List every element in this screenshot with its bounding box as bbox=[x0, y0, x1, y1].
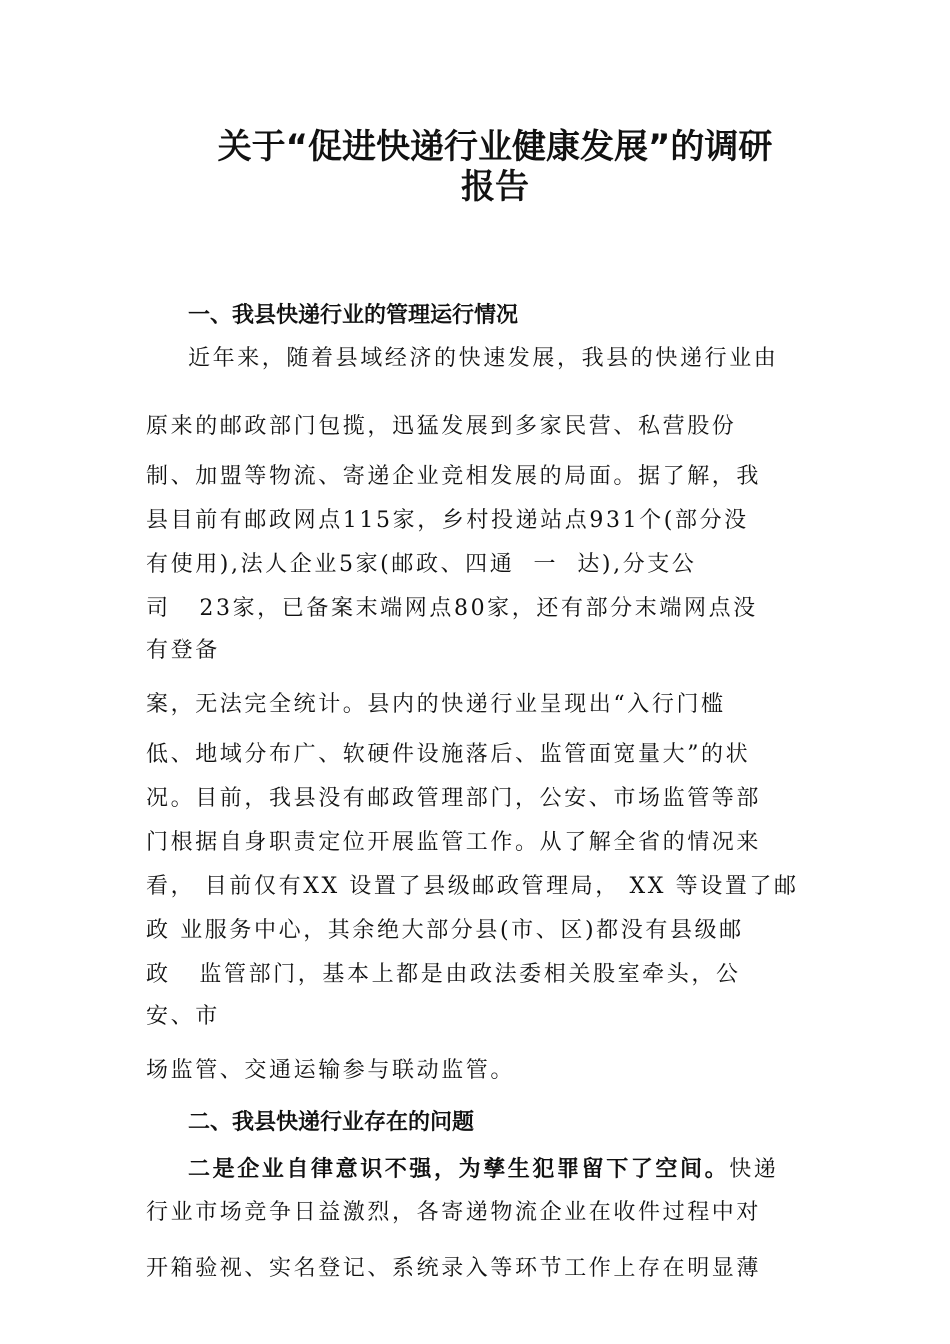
paragraph-line: 制、加盟等物流、寄递企业竞相发展的局面。据了解，我 bbox=[146, 464, 762, 489]
paragraph-line: 低、地域分布广、软硬件设施落后、监管面宽量大”的状 bbox=[146, 742, 751, 767]
paragraph-line: 行业市场竞争日益激烈，各寄递物流企业在收件过程中对 bbox=[146, 1200, 762, 1225]
paragraph-line: 门根据自身职责定位开展监管工作。从了解全省的情况来 bbox=[146, 830, 762, 855]
section-2-heading: 二、我县快递行业存在的问题 bbox=[188, 1110, 475, 1135]
paragraph-line: 政 业服务中心，其余绝大部分县(市、区)都没有县级邮 bbox=[146, 918, 744, 943]
paragraph-line: 开箱验视、实名登记、系统录入等环节工作上存在明显薄 bbox=[146, 1256, 762, 1281]
document-title-line-1: 关于“促进快递行业健康发展”的调研 bbox=[217, 127, 773, 167]
paragraph-line: 有使用),法人企业5家(邮政、四通 一 达),分支公 bbox=[146, 552, 697, 577]
document-title-line-2: 报告 bbox=[461, 167, 529, 207]
paragraph-line: 政 监管部门，基本上都是由政法委相关股室牵头，公 bbox=[146, 962, 741, 987]
lead-sentence-bold: 二是企业自律意识不强，为孳生犯罪留下了空间。 bbox=[188, 1156, 730, 1182]
paragraph-line: 司 23家，已备案末端网点80家，还有部分末端网点没 bbox=[146, 596, 758, 621]
paragraph-line: 看， 目前仅有XX 设置了县级邮政管理局， XX 等设置了邮 bbox=[146, 874, 799, 899]
paragraph-line: 安、市 bbox=[146, 1004, 220, 1029]
paragraph-line: 案，无法完全统计。县内的快递行业呈现出“入行门槛 bbox=[146, 692, 726, 717]
paragraph-line: 县目前有邮政网点115家，乡村投递站点931个(部分没 bbox=[146, 508, 749, 533]
lead-sentence-rest: 快递 bbox=[729, 1157, 779, 1182]
paragraph-line: 有登备 bbox=[146, 638, 220, 663]
paragraph-line: 原来的邮政部门包揽，迅猛发展到多家民营、私营股份 bbox=[146, 414, 737, 439]
paragraph-line: 况。目前，我县没有邮政管理部门，公安、市场监管等部 bbox=[146, 786, 762, 811]
paragraph-line: 近年来，随着县域经济的快速发展，我县的快递行业由 bbox=[188, 346, 779, 371]
paragraph-line bbox=[188, 1154, 778, 1185]
section-1-heading: 一、我县快递行业的管理运行情况 bbox=[188, 303, 519, 328]
paragraph-line: 场监管、交通运输参与联动监管。 bbox=[146, 1058, 516, 1083]
